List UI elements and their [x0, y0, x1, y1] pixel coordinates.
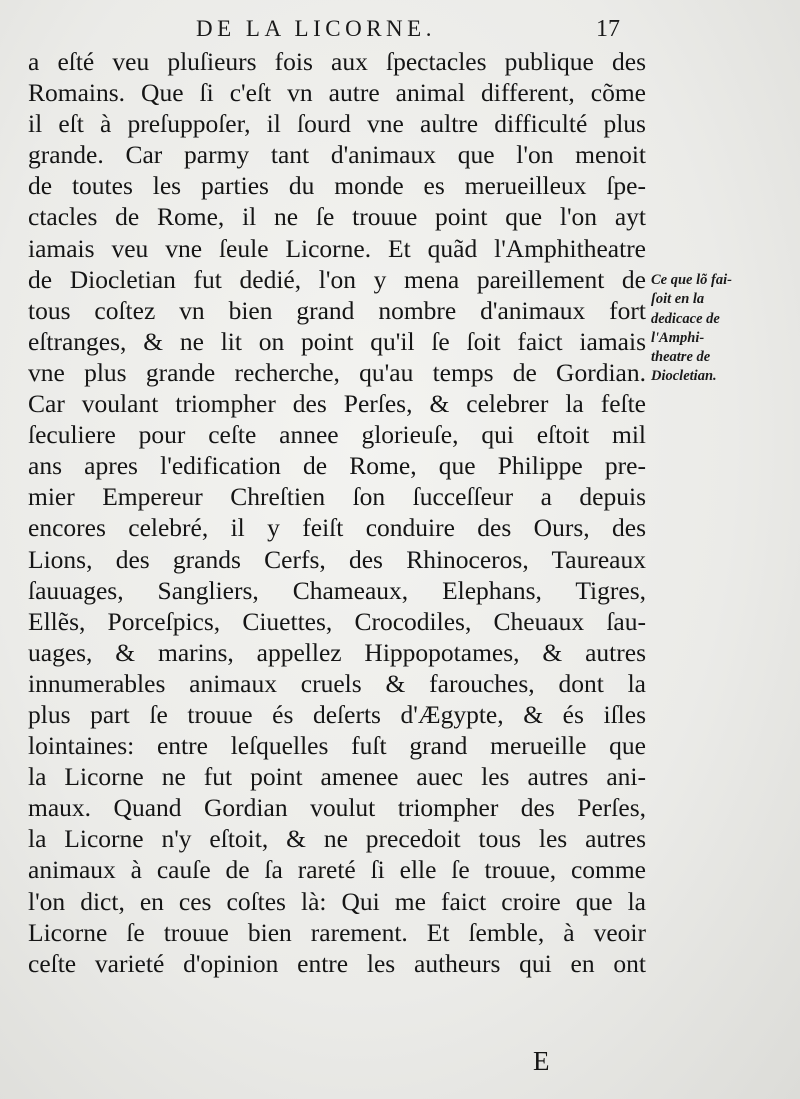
text-line: Lions, des grands Cerfs, des Rhinoceros, Taureaux [28, 544, 646, 574]
text-line: Car voulant triompher des Perſes, & celebrer la feſte [28, 389, 646, 419]
text-line: mier Empereur Chreſtien ſon ſucceſſeur a depuis [28, 482, 646, 512]
marginal-note [651, 271, 747, 387]
signature-mark: E [533, 1046, 550, 1076]
marginal-note-line: Ce que lõ fai- [651, 272, 732, 288]
text-line: a eſté veu pluſieurs fois aux ſpectacles publique des [28, 47, 646, 76]
text-line: ctacles de Rome, il ne ſe trouue point que l'on ayt [28, 202, 646, 232]
marginal-note-line: Diocletian. [651, 368, 717, 385]
text-line: ans apres l'edification de Rome, que Philippe pre- [28, 451, 646, 481]
text-line: ſauuages, Sangliers, Chameaux, Elephans, Tigres, [28, 575, 646, 605]
text-line: animaux à cauſe de ſa rareté ſi elle ſe trouue, comme [28, 855, 646, 885]
text-line: la Licorne n'y eſtoit, & ne precedoit tous les autres [28, 824, 646, 854]
text-line: ceſte varieté d'opinion entre les autheurs qui en ont [28, 948, 646, 978]
marginal-note-line: l'Amphi- [651, 329, 705, 346]
bleed-through-shadow [716, 60, 798, 1040]
text-line: de toutes les parties du monde es merueilleux ſpe- [28, 171, 646, 201]
text-line: Ellẽs, Porceſpics, Ciuettes, Crocodiles, Cheuaux ſau- [28, 606, 646, 636]
text-line: plus part ſe trouue és deſerts d'Ægypte, & és iſles [28, 699, 646, 729]
text-line: eſtranges, & ne lit on point qu'il ſe ſoit faict iamais [28, 326, 646, 356]
text-line: lointaines: entre leſquelles fuſt grand merueille que [28, 731, 646, 761]
text-line: tous coſtez vn bien grand nombre d'animaux fort [28, 295, 646, 325]
text-line: Licorne ſe trouue bien rarement. Et ſemble, à veoir [28, 917, 646, 947]
text-line: vne plus grande recherche, qu'au temps de Gordian. [28, 357, 646, 387]
text-line: ſeculiere pour ceſte annee glorieuſe, qui eſtoit mil [28, 420, 646, 450]
text-line: Romains. Que ſi c'eſt vn autre animal different, cõme [28, 78, 646, 108]
marginal-note-line: theatre de [651, 349, 711, 366]
text-line: encores celebré, il y feiſt conduire des Ours, des [28, 513, 646, 543]
text-line: innumerables animaux cruels & farouches, dont la [28, 668, 646, 698]
text-line: de Diocletian fut dedié, l'on y mena pareillement de [28, 264, 646, 294]
text-line: la Licorne ne fut point amenee auec les autres ani- [28, 762, 646, 792]
page-number: 17 [596, 16, 620, 42]
text-line: l'on dict, en ces coſtes là: Qui me faict croire que la [28, 886, 646, 916]
running-head [0, 14, 800, 44]
text-line: il eſt à preſuppoſer, il ſourd vne aultre difficulté plus [28, 109, 646, 139]
body-text [28, 46, 646, 979]
text-line: iamais veu vne ſeule Licorne. Et quãd l'Amphitheatre [28, 233, 646, 263]
text-line: grande. Car parmy tant d'animaux que l'on menoit [28, 140, 646, 170]
text-line: uages, & marins, appellez Hippopotames, & autres [28, 637, 646, 667]
marginal-note-line: dedicace de [651, 310, 720, 327]
marginal-note-line: ſoit en la [651, 291, 705, 308]
text-line: maux. Quand Gordian voulut triompher des Perſes, [28, 793, 646, 823]
running-head-title: DE LA LICORNE. [196, 16, 436, 41]
